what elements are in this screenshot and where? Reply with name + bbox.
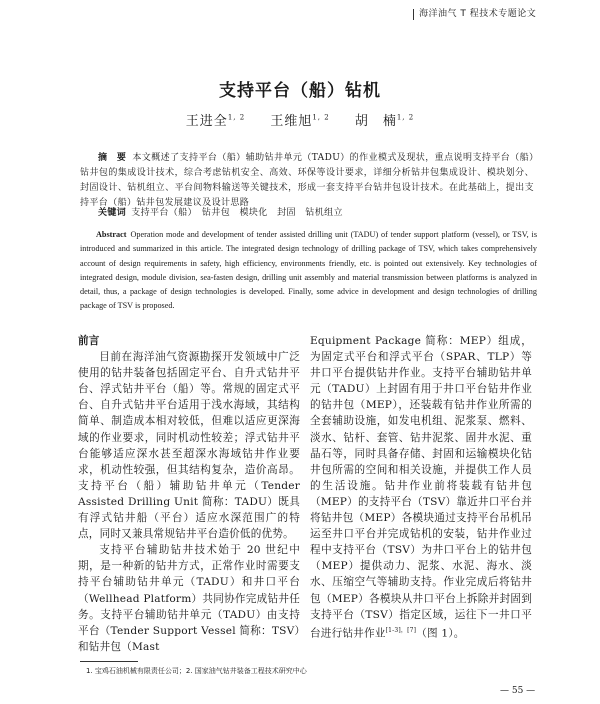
article-title: 支持平台（船）钻机 [219,81,381,101]
author-name: 王维旭 [270,114,313,129]
body-column-left [78,333,300,655]
chinese-keywords [98,206,538,220]
body-paragraph: 支持平台辅助钻井技术始于 20 世纪中期，是一种新的钻井方式，正常作业时需要支持平台辅助钻井单元（TADU）和井口平台（Wellhead Platform）共同协作完成钻井任务。支持平台辅助钻井单元（TADU）由支持平台（Tender Support Vessel 简称：TSV）和钻井包（Mast [78,544,300,653]
journal-running-header: 海洋油气 T 程技术专题论文 [419,9,537,19]
author [186,114,245,129]
author [270,114,329,129]
body-column-right [310,333,532,641]
chinese-abstract [80,151,534,211]
english-abstract-text: Operation mode and development of tender assisted drilling unit (TADU) of tender support platform (vessel), or TSV, is introduced and summarized in this article. The integrated design technology of drilling package of TSV, which takes comprehensively account of design requirements in safety, high efficiency, environments friendly, etc. is pointed out extensively. Key technologies of integrated design, module division, sea-fasten design, drilling unit assembly and material transmission between platforms is analyzed in detail, thus, a package of design technologies is developed. Finally, some advice in development and design technologies of drilling package of TSV is proposed. [80,230,537,311]
keywords-label: 关键词 [98,208,127,218]
header-divider [413,9,414,20]
author-list [0,110,600,129]
body-paragraph-text: Equipment Package 简称：MEP）组成，为固定式平台和浮式平台（SPAR、TLP）等井口平台提供钻井作业。支持平台辅助钻井单元（TADU）上封固有用于井口平台钻井作业的钻井包（MEP），还装载有钻井作业所需的全套辅助设施，如发电机组、泥浆泵、燃料、淡水、钻杆、套管、钻井泥浆、固井水泥、重晶石等，同时具备存储、封固和运输模块化钻井包所需的空间和相关设施，并提供工作人员的生活设施。钻井作业前将装载有钻井包（MEP）的支持平台（TSV）靠近井口平台并将钻井包（MEP）各模块通过支持平台吊机吊运至井口平台并完成钻机的安装，钻井作业过程中支持平台（TSV）为井口平台上的钻井包（MEP）提供动力、泥浆、水泥、海水、淡水、压缩空气等辅助支持。作业完成后将钻井包（MEP）各模块从井口平台上拆除并封固到支持平台（TSV）指定区域，运往下一井口平台进行钻井作业 [310,335,532,640]
chinese-abstract-label: 摘 要 [98,153,127,163]
keywords-text: 支持平台（船） 钻井包 模块化 封固 钻机组立 [131,208,343,218]
english-abstract-label: Abstract [96,230,127,239]
citation-mark: [1-3]，[7] [385,626,417,634]
author-name: 胡 楠 [354,114,397,129]
author-affiliation-mark: 1, 2 [396,113,415,122]
author-name: 王进全 [185,114,228,129]
figure-reference: （图 1）。 [416,627,465,640]
body-paragraph [310,333,532,641]
author-affiliation-mark: 1, 2 [227,113,246,122]
section-heading: 前言 [78,335,100,347]
affiliation-footnote: 1. 宝鸡石油机械有限责任公司；2. 国家油气钻井装备工程技术研究中心 [86,667,307,675]
author-affiliation-mark: 1, 2 [312,113,330,122]
body-paragraph: 目前在海洋油气资源勘探开发领域中广泛使用的钻井装备包括固定平台、自升式钻井平台、浮式钻井平台（船）等。常规的固定式平台、自升式钻井平台适用于浅水海域，其结构简单、制造成本相对较低，但难以适应更深海域的作业要求，同时机动性较差；浮式钻井平台能够适应深水甚至超深水海域钻井作业要求，机动性较强，但其结构复杂，造价高昂。支持平台（船）辅助钻井单元（Tender Assisted Drilling Unit 简称：TADU）既具有浮式钻井船（平台）适应水深范围广的特点，同时又兼具常规钻井平台造价低的优势。 [78,351,300,541]
author [355,114,414,129]
footnote-divider [80,661,138,662]
chinese-abstract-text: 本文概述了支持平台（船）辅助钻井单元（TADU）的作业模式及现状，重点说明支持平台（船）钻井包的集成设计技术，综合考虑钻机安全、高效、环保等设计要求，详细分析钻井包集成设计、模块划分、封固设计、钻机组立、平台间物料输送等关键技术，形成一套支持平台钻井包设计技术。在此基础上，提出支持平台（船）钻井包发展建议及设计思路 [80,153,535,208]
page-number: — 55 — [500,686,536,696]
english-abstract [80,228,537,314]
